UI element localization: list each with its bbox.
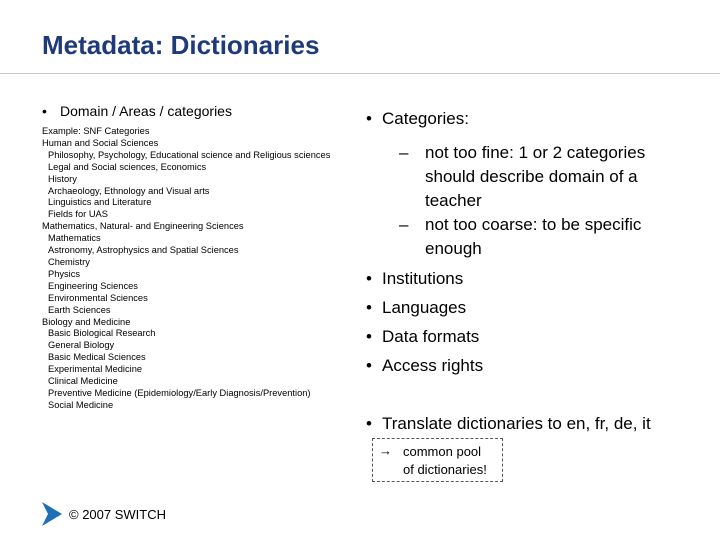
left-bullet-text: Domain / Areas / categories	[60, 103, 232, 119]
dash-marker: –	[399, 215, 409, 234]
categories-label: Categories:	[382, 109, 469, 128]
bullet-dot: •	[366, 327, 372, 346]
bullet-institutions	[366, 267, 651, 291]
category-line: Preventive Medicine (Epidemiology/Early Diagnosis/Prevention)	[48, 387, 311, 398]
bullet-text: Languages	[382, 298, 467, 317]
categories-bullet	[366, 107, 651, 131]
category-line: Environmental Sciences	[48, 292, 148, 303]
bullet-dot: •	[366, 356, 372, 375]
bullet-text: Data formats	[382, 327, 480, 346]
bullet-dot: •	[366, 269, 372, 288]
arrow-right-icon: →	[379, 443, 392, 458]
category-line: Biology and Medicine	[42, 316, 131, 327]
dash-marker: –	[399, 143, 409, 162]
bullet-translate	[366, 412, 651, 436]
category-line: Archaeology, Ethnology and Visual arts	[48, 185, 210, 196]
right-column	[366, 107, 651, 436]
bullet-dot: •	[366, 414, 372, 433]
category-line: Social Medicine	[48, 399, 114, 410]
category-line: Clinical Medicine	[48, 376, 118, 387]
bullet-text: Access rights	[382, 356, 484, 375]
sub-item-text: not too fine: 1 or 2 categories should describe domain of a teacher	[425, 143, 646, 210]
category-line: Human and Social Sciences	[42, 137, 159, 148]
pool-line-1: common pool	[403, 444, 482, 459]
category-line: Basic Medical Sciences	[48, 352, 146, 363]
bullet-text: Institutions	[382, 269, 464, 288]
bullet-languages	[366, 296, 651, 320]
copyright: © 2007 SWITCH	[69, 507, 166, 522]
category-line: Engineering Sciences	[48, 280, 138, 291]
title-divider	[0, 73, 720, 74]
bullet-dot: •	[366, 298, 372, 317]
bullet-dot: •	[42, 103, 47, 119]
left-bullet	[42, 103, 232, 119]
sub-item	[366, 213, 651, 261]
category-line: Chemistry	[48, 256, 90, 267]
category-line: Earth Sciences	[48, 304, 111, 315]
slide-title: Metadata: Dictionaries	[42, 30, 320, 60]
category-line: Example: SNF Categories	[42, 126, 150, 136]
bullet-text: Translate dictionaries to en, fr, de, it	[382, 414, 651, 433]
common-pool-box	[372, 438, 503, 482]
category-line: History	[48, 173, 77, 184]
category-line: Experimental Medicine	[48, 364, 143, 375]
pool-line-2: of dictionaries!	[403, 462, 487, 477]
category-line: Basic Biological Research	[48, 328, 156, 339]
category-line: Legal and Social sciences, Economics	[48, 161, 207, 172]
category-list	[42, 126, 330, 412]
switch-logo-icon	[40, 500, 64, 528]
category-line: Fields for UAS	[48, 209, 108, 220]
category-line: Astronomy, Astrophysics and Spatial Sciences	[48, 245, 239, 256]
category-line: Philosophy, Psychology, Educational science and Religious sciences	[48, 149, 331, 160]
bullet-access-rights	[366, 354, 651, 378]
sub-item-text: not too coarse: to be specific enough	[425, 215, 642, 258]
bullet-dot: •	[366, 109, 372, 128]
category-line: General Biology	[48, 340, 115, 351]
sub-item	[366, 141, 651, 213]
category-line: Mathematics	[48, 233, 101, 244]
bullet-data-formats	[366, 325, 651, 349]
category-line: Linguistics and Literature	[48, 197, 152, 208]
category-line: Physics	[48, 268, 81, 279]
category-line: Mathematics, Natural- and Engineering Sciences	[42, 221, 244, 232]
